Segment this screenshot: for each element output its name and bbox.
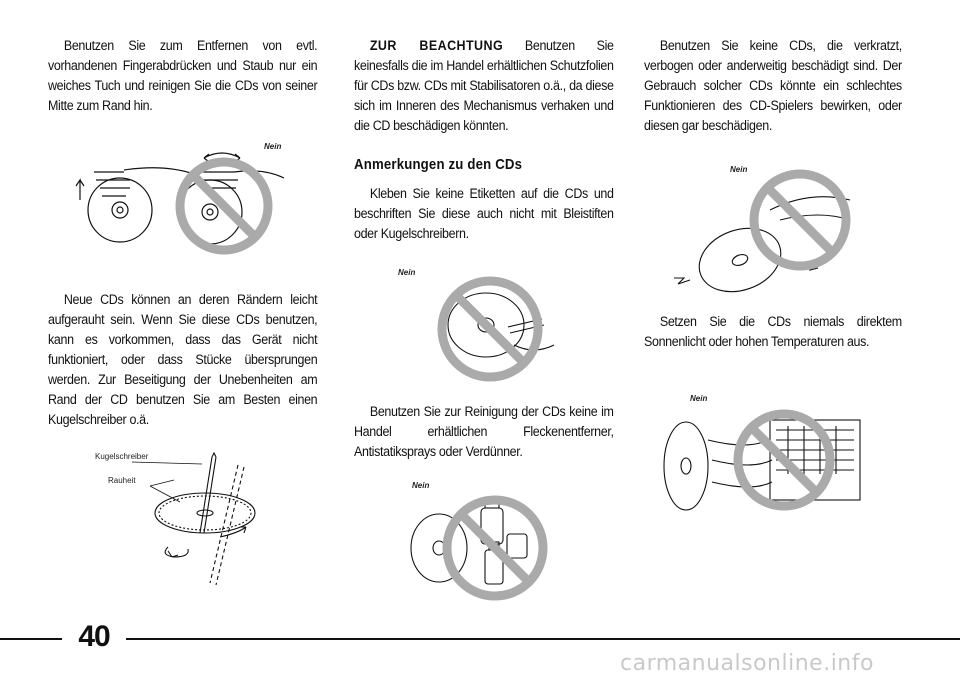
column-2-lower (354, 402, 614, 462)
note-text: Benutzen Sie keinesfalls die im Handel erhältlichen Schutzfolien für CDs bzw. CDs mit Stabilisatoren o.ä., da diese sich im Inneren des Mechanismus verhaken und die CD beschädigen könnten. (354, 38, 614, 134)
nein-label: Nein (730, 165, 748, 174)
label-kugelschreiber: Kugelschreiber (95, 452, 149, 461)
paragraph-sunlight: Setzen Sie die CDs niemals direktem Sonnenlicht oder hohen Temperaturen aus. (644, 314, 902, 350)
nein-label: Nein (398, 268, 416, 277)
column-3 (644, 36, 902, 136)
footer-rule-right (126, 638, 960, 640)
column-2 (354, 36, 614, 244)
illustration-wipe-cd (72, 140, 302, 260)
column-1 (48, 36, 317, 116)
illustration-write-on-cd (420, 275, 570, 385)
illustration-damaged-cd (650, 160, 870, 310)
illustration-heat-cd (658, 400, 888, 520)
paragraph-clean-cd: Benutzen Sie zum Entfernen von evtl. vorhandenen Fingerabdrücken und Staub nur ein weiches Tuch und reinigen Sie die CDs von seiner Mitte zum Rand hin. (48, 38, 318, 114)
paragraph-damaged-cds: Benutzen Sie keine CDs, die verkratzt, verbogen oder anderweitig beschädigt sind. Der Gebrauch solcher CDs könnte ein schlechtes Funktionieren des CD-Spielers bewirken, oder diesen gar beschädigen. (644, 38, 902, 134)
paragraph-rough-edges: Neue CDs können an deren Rändern leicht aufgerauht sein. Wenn Sie diese CDs benutzen, kann es vorkommen, dass das Gerät nicht funktioniert, oder dass Stücke übersprungen werden. Zur Beseitigung der Unebenheiten am Rand der CD benutzen Sie am Besten einen Kugelschreiber o.ä. (48, 292, 318, 428)
note-heading: ZUR BEACHTUNG (369, 38, 504, 54)
label-pointer-lines (130, 456, 200, 496)
nein-label: Nein (690, 394, 708, 403)
section-title: Anmerkungen zu den CDs (354, 156, 523, 173)
page-number: 40 (78, 620, 110, 653)
column-3-lower (644, 312, 902, 352)
label-rauheit: Rauheit (108, 476, 136, 485)
nein-label: Nein (264, 142, 282, 151)
nein-label: Nein (412, 481, 430, 490)
watermark: carmanualsonline.info (620, 651, 874, 676)
column-1-lower (48, 290, 317, 430)
footer-rule-left (0, 638, 62, 640)
illustration-cleaning-agents (405, 490, 565, 600)
paragraph-cleaners: Benutzen Sie zur Reinigung der CDs keine im Handel erhältlichen Fleckenentferner, Antistatiksprays oder Verdünner. (354, 404, 614, 460)
paragraph-labels: Kleben Sie keine Etiketten auf die CDs und beschriften Sie diese auch nicht mit Bleistiften oder Kugelschreibern. (354, 186, 614, 242)
paragraph-note (354, 36, 614, 136)
